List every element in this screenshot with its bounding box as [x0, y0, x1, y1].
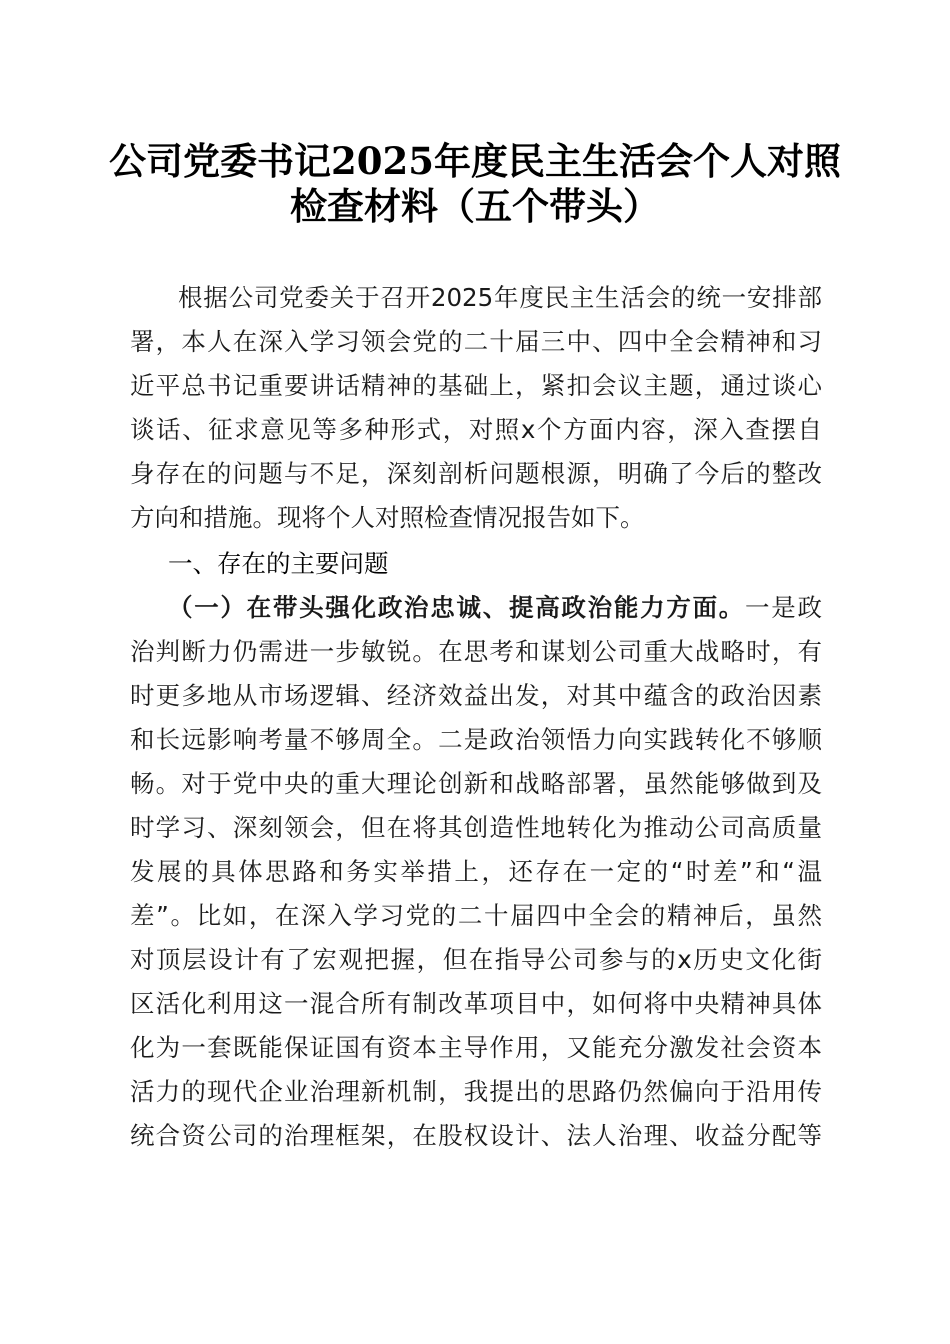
item-paragraph-line: 治判断力仍需进一步敏锐。在思考和谋划公司重大战略时，有 — [130, 637, 822, 666]
item-paragraph-line: 时更多地从市场逻辑、经济效益出发，对其中蕴含的政治因素 — [130, 681, 822, 710]
intro-paragraph-line: 署，本人在深入学习领会党的二十届三中、四中全会精神和习 — [130, 327, 822, 356]
intro-paragraph-line: 近平总书记重要讲话精神的基础上，紧扣会议主题，通过谈心 — [130, 371, 822, 400]
item-paragraph-line: 和长远影响考量不够周全。二是政治领悟力向实践转化不够顺 — [130, 725, 822, 754]
item-lead: （一）在带头强化政治忠诚、提高政治能力方面。 — [168, 593, 746, 622]
item-paragraph-line: 活力的现代企业治理新机制，我提出的思路仍然偏向于沿用传 — [130, 1077, 822, 1106]
intro-paragraph-line: 谈话、征求意见等多种形式，对照x个方面内容，深入查摆自 — [130, 415, 822, 444]
item-paragraph-line: 对顶层设计有了宏观把握，但在指导公司参与的x历史文化街 — [130, 945, 822, 974]
item-first-rest: 一是政 — [745, 593, 823, 622]
item-paragraph-line: 化为一套既能保证国有资本主导作用，又能充分激发社会资本 — [130, 1033, 822, 1062]
intro-paragraph-line: 根据公司党委关于召开2025年度民主生活会的统一安排部 — [178, 283, 822, 312]
section-heading: 一、存在的主要问题 — [168, 549, 389, 578]
item-paragraph-line: 统合资公司的治理框架，在股权设计、法人治理、收益分配等 — [130, 1121, 822, 1150]
item-paragraph-line: 发展的具体思路和务实举措上，还存在一定的“时差”和“温 — [130, 857, 822, 886]
item-paragraph-line: 时学习、深刻领会，但在将其创造性地转化为推动公司高质量 — [130, 813, 822, 842]
intro-paragraph-line: 方向和措施。现将个人对照检查情况报告如下。 — [130, 503, 645, 532]
item-paragraph-line: 畅。对于党中央的重大理论创新和战略部署，虽然能够做到及 — [130, 769, 822, 798]
intro-paragraph-line: 身存在的问题与不足，深刻剖析问题根源，明确了今后的整改 — [130, 459, 822, 488]
document-title-line-2: 检查材料（五个带头） — [290, 184, 660, 228]
item-paragraph-line: 差”。比如，在深入学习党的二十届四中全会的精神后，虽然 — [130, 901, 822, 930]
document-title-line-1: 公司党委书记2025年度民主生活会个人对照 — [109, 139, 841, 183]
item-first-line — [168, 586, 822, 630]
item-paragraph-line: 区活化利用这一混合所有制改革项目中，如何将中央精神具体 — [130, 989, 822, 1018]
